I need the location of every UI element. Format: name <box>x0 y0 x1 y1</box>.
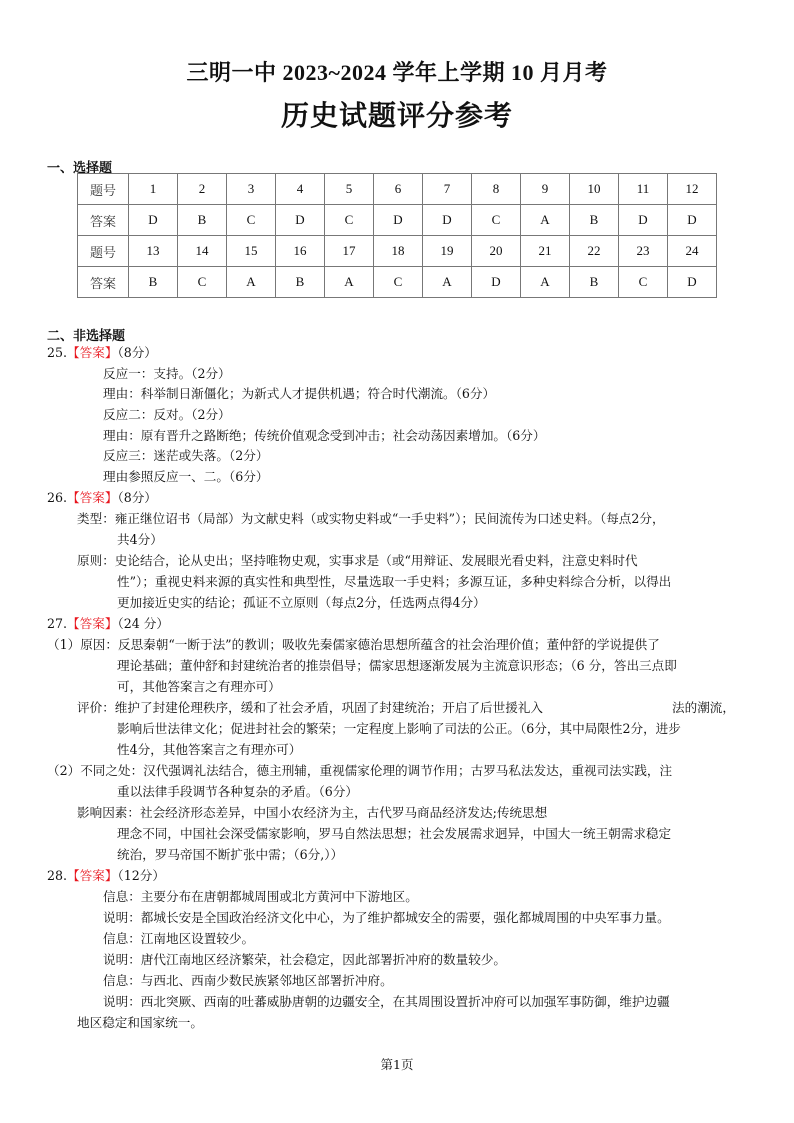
answer-tag: 【答案】 <box>67 868 118 883</box>
section-heading-open-questions: 二、非选择题 <box>47 329 126 344</box>
answer-line: 重以法律手段调节各种复杂的矛盾。（6分） <box>117 784 358 799</box>
answer-table-cell: A <box>325 267 374 298</box>
question-26-header <box>47 490 157 506</box>
answer-table-cell: 8 <box>472 174 521 205</box>
answer-table-cell: B <box>129 267 178 298</box>
answer-line: 理念不同，中国社会深受儒家影响，罗马自然法思想；社会发展需求迥异，中国大一统王朝需求稳定 <box>117 826 672 841</box>
answer-table-cell: 5 <box>325 174 374 205</box>
answer-line: 理由参照反应一、二。（6分） <box>103 469 269 484</box>
answer-table-cell: 2 <box>178 174 227 205</box>
answer-table-cell: D <box>423 205 472 236</box>
answer-table-cell: 20 <box>472 236 521 267</box>
answer-line: （1）原因：反思秦朝“一断于法”的教训；吸收先秦儒家德治思想所蕴含的社会治理价值；董仲舒的学说提供了 <box>47 637 660 652</box>
answer-table-cell: 11 <box>619 174 668 205</box>
answer-line: 理由：原有晋升之路断绝；传统价值观念受到冲击；社会动荡因素增加。（6分） <box>103 428 546 443</box>
answer-table-cell: D <box>276 205 325 236</box>
answer-table-cell: D <box>619 205 668 236</box>
answer-table-cell: C <box>374 267 423 298</box>
answer-table-cell: B <box>570 267 619 298</box>
question-number: 28. <box>47 868 68 883</box>
answer-tag: 【答案】 <box>67 490 118 505</box>
answer-table-cell: C <box>619 267 668 298</box>
answer-table-cell: 19 <box>423 236 472 267</box>
answer-line: （2）不同之处：汉代强调礼法结合，德主刑辅，重视儒家伦理的调节作用；古罗马私法发达，重视司法实践，注 <box>47 763 673 778</box>
answer-table-cell: 9 <box>521 174 570 205</box>
answer-table-cell: D <box>668 205 717 236</box>
answer-table-cell: 3 <box>227 174 276 205</box>
answer-table-row <box>78 174 717 205</box>
answer-table-cell: 7 <box>423 174 472 205</box>
answer-line: 信息：与西北、西南少数民族紧邻地区部署折冲府。 <box>103 973 393 988</box>
section-heading-multiple-choice: 一、选择题 <box>47 161 113 176</box>
exam-title: 三明一中 2023~2024 学年上学期 10 月月考 <box>186 60 608 85</box>
answer-table-cell: A <box>423 267 472 298</box>
answer-line: 更加接近史实的结论；孤证不立原则（每点2分，任选两点得4分） <box>117 595 486 610</box>
answer-table-cell: B <box>178 205 227 236</box>
answer-table-cell: D <box>374 205 423 236</box>
question-25-header <box>47 345 157 361</box>
answer-table-cell: 15 <box>227 236 276 267</box>
question-score: （8分） <box>117 345 157 360</box>
answer-table-cell: 13 <box>129 236 178 267</box>
answer-table-cell: B <box>570 205 619 236</box>
answer-line: 原则：史论结合，论从史出；坚持唯物史观，实事求是（或“用辩证、发展眼光看史料，注意史料时代 <box>77 553 638 568</box>
answer-table-cell: C <box>325 205 374 236</box>
answer-table-cell: C <box>178 267 227 298</box>
question-score: （24 分） <box>117 616 169 631</box>
row-label: 答案 <box>78 267 129 298</box>
answer-line: 信息：江南地区设置较少。 <box>103 931 255 946</box>
answer-table-cell: D <box>129 205 178 236</box>
answer-line: 反应三：迷茫或失落。（2分） <box>103 448 269 463</box>
answer-line: 性”）；重视史料来源的真实性和典型性，尽量选取一手史料；多源互证，多种史料综合分析，以得出 <box>117 574 672 589</box>
answer-line: 可，其他答案言之有理亦可） <box>117 679 281 694</box>
answer-table-cell: 16 <box>276 236 325 267</box>
answer-table-cell: 24 <box>668 236 717 267</box>
answer-table-cell: 4 <box>276 174 325 205</box>
answer-table-cell: 12 <box>668 174 717 205</box>
answer-line: 反应二：反对。（2分） <box>103 407 231 422</box>
answer-line: 理由：科举制日渐僵化；为新式人才提供机遇；符合时代潮流。（6分） <box>103 386 496 401</box>
answer-table-cell: 23 <box>619 236 668 267</box>
answer-table-cell: 21 <box>521 236 570 267</box>
answer-line: 统治，罗马帝国不断扩张中需；（6分,）） <box>117 847 344 862</box>
question-score: （12分） <box>117 868 165 883</box>
question-number: 27. <box>47 616 68 631</box>
answer-line: 说明：西北突厥、西南的吐蕃威胁唐朝的边疆安全，在其周围设置折冲府可以加强军事防御，维护边疆 <box>103 994 670 1009</box>
question-score: （8分） <box>117 490 157 505</box>
answer-table <box>77 173 717 298</box>
answer-tag: 【答案】 <box>67 616 118 631</box>
answer-table-cell: A <box>521 205 570 236</box>
answer-table-row <box>78 205 717 236</box>
question-27-header <box>47 616 169 632</box>
answer-line: 说明：都城长安是全国政治经济文化中心，为了维护都城安全的需要，强化都城周围的中央军事力量。 <box>103 910 670 925</box>
answer-table-cell: 22 <box>570 236 619 267</box>
answer-line: 理论基础；董仲舒和封建统治者的推崇倡导；儒家思想逐渐发展为主流意识形态；（6 分，答出三点即 <box>117 658 677 673</box>
answer-table-cell: C <box>227 205 276 236</box>
question-number: 25. <box>47 345 68 360</box>
answer-table-cell: C <box>472 205 521 236</box>
answer-table-row <box>78 236 717 267</box>
answer-line: 说明：唐代江南地区经济繁荣，社会稳定，因此部署折冲府的数量较少。 <box>103 952 506 967</box>
answer-line: 法的潮流， <box>672 700 735 715</box>
answer-table-cell: B <box>276 267 325 298</box>
answer-table-cell: A <box>521 267 570 298</box>
answer-table-cell: 18 <box>374 236 423 267</box>
answer-table-cell: D <box>472 267 521 298</box>
answer-line: 共4分） <box>117 532 163 547</box>
answer-line: 性4分，其他答案言之有理亦可） <box>117 742 302 757</box>
answer-table-cell: 17 <box>325 236 374 267</box>
question-28-header <box>47 868 165 884</box>
question-number: 26. <box>47 490 68 505</box>
row-label: 答案 <box>78 205 129 236</box>
answer-table-cell: 14 <box>178 236 227 267</box>
row-label: 题号 <box>78 174 129 205</box>
answer-line: 评价：维护了封建伦理秩序，缓和了社会矛盾，巩固了封建统治；开启了后世援礼入 <box>77 700 543 715</box>
answer-line: 反应一：支持。（2分） <box>103 366 231 381</box>
answer-line: 影响后世法律文化；促进封社会的繁荣；一定程度上影响了司法的公正。（6分，其中局限性2分，进步 <box>117 721 681 736</box>
answer-line: 地区稳定和国家统一。 <box>77 1015 203 1030</box>
row-label: 题号 <box>78 236 129 267</box>
document-subtitle: 历史试题评分参考 <box>280 99 513 132</box>
answer-line: 信息：主要分布在唐朝都城周围或北方黄河中下游地区。 <box>103 889 418 904</box>
page-number: 第1页 <box>380 1057 414 1072</box>
answer-table-row <box>78 267 717 298</box>
answer-line: 类型：雍正继位诏书（局部）为文献史料（或实物史料或“一手史料”）；民间流传为口述史料。（每点2分， <box>77 511 665 526</box>
answer-table-cell: 1 <box>129 174 178 205</box>
answer-tag: 【答案】 <box>67 345 118 360</box>
answer-table-cell: A <box>227 267 276 298</box>
answer-line: 影响因素：社会经济形态差异，中国小农经济为主，古代罗马商品经济发达;传统思想 <box>77 805 548 820</box>
answer-table-cell: 10 <box>570 174 619 205</box>
answer-table-cell: 6 <box>374 174 423 205</box>
answer-table-cell: D <box>668 267 717 298</box>
